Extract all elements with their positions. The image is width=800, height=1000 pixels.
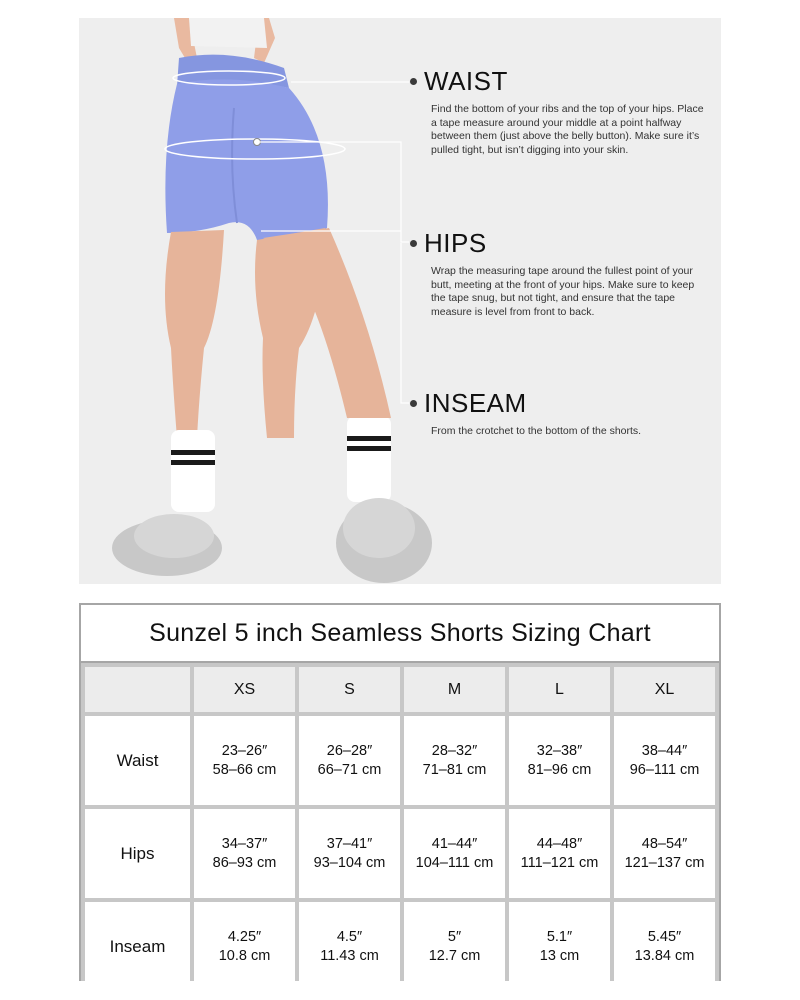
size-header-m: M xyxy=(404,667,505,712)
table-cell: 5″ 12.7 cm xyxy=(404,902,505,991)
table-cell: 26–28″ 66–71 cm xyxy=(299,716,400,805)
size-header-xs: XS xyxy=(194,667,295,712)
sizing-chart-title: Sunzel 5 inch Seamless Shorts Sizing Chart xyxy=(81,605,719,663)
table-cell: 5.45″ 13.84 cm xyxy=(614,902,715,991)
table-cell: 28–32″ 71–81 cm xyxy=(404,716,505,805)
table-cell: 32–38″ 81–96 cm xyxy=(509,716,610,805)
table-cell: 5.1″ 13 cm xyxy=(509,902,610,991)
inseam-title: INSEAM xyxy=(424,388,527,418)
model-photo-panel xyxy=(79,18,721,584)
hips-measurement-block xyxy=(424,228,707,319)
size-header-l: L xyxy=(509,667,610,712)
table-cell: 4.5″ 11.43 cm xyxy=(299,902,400,991)
table-cell: 4.25″ 10.8 cm xyxy=(194,902,295,991)
row-label-inseam: Inseam xyxy=(85,902,190,991)
sizing-chart-table xyxy=(79,603,721,981)
table-cell: 37–41″ 93–104 cm xyxy=(299,809,400,898)
hips-title: HIPS xyxy=(424,228,487,258)
hips-description: Wrap the measuring tape around the fullest point of your butt, meeting at the front of your hips. Make sure to keep the tape snug, but not tight, and ensure that the tape measure is level from front to back. xyxy=(431,265,695,318)
table-cell: 48–54″ 121–137 cm xyxy=(614,809,715,898)
row-label-waist: Waist xyxy=(85,716,190,805)
inseam-marker-dot xyxy=(410,400,417,407)
hips-marker-dot xyxy=(410,240,417,247)
table-cell: 23–26″ 58–66 cm xyxy=(194,716,295,805)
table-cell: 38–44″ 96–111 cm xyxy=(614,716,715,805)
size-header-xl: XL xyxy=(614,667,715,712)
sizing-grid xyxy=(81,663,719,981)
inseam-description: From the crotchet to the bottom of the shorts. xyxy=(431,425,642,437)
table-cell: 44–48″ 111–121 cm xyxy=(509,809,610,898)
table-corner-cell xyxy=(85,667,190,712)
waist-description: Find the bottom of your ribs and the top of your hips. Place a tape measure around your middle at a point halfway between them (just above the belly button). Make sure it’s pulled tight, but isn’t digging into your skin. xyxy=(431,103,704,156)
table-cell: 41–44″ 104–111 cm xyxy=(404,809,505,898)
shorts-shape xyxy=(165,79,328,240)
inseam-measurement-block xyxy=(424,388,707,439)
waist-measurement-block xyxy=(424,66,707,157)
row-label-hips: Hips xyxy=(85,809,190,898)
table-cell: 34–37″ 86–93 cm xyxy=(194,809,295,898)
waist-title: WAIST xyxy=(424,66,508,96)
size-header-s: S xyxy=(299,667,400,712)
waist-marker-dot xyxy=(410,78,417,85)
